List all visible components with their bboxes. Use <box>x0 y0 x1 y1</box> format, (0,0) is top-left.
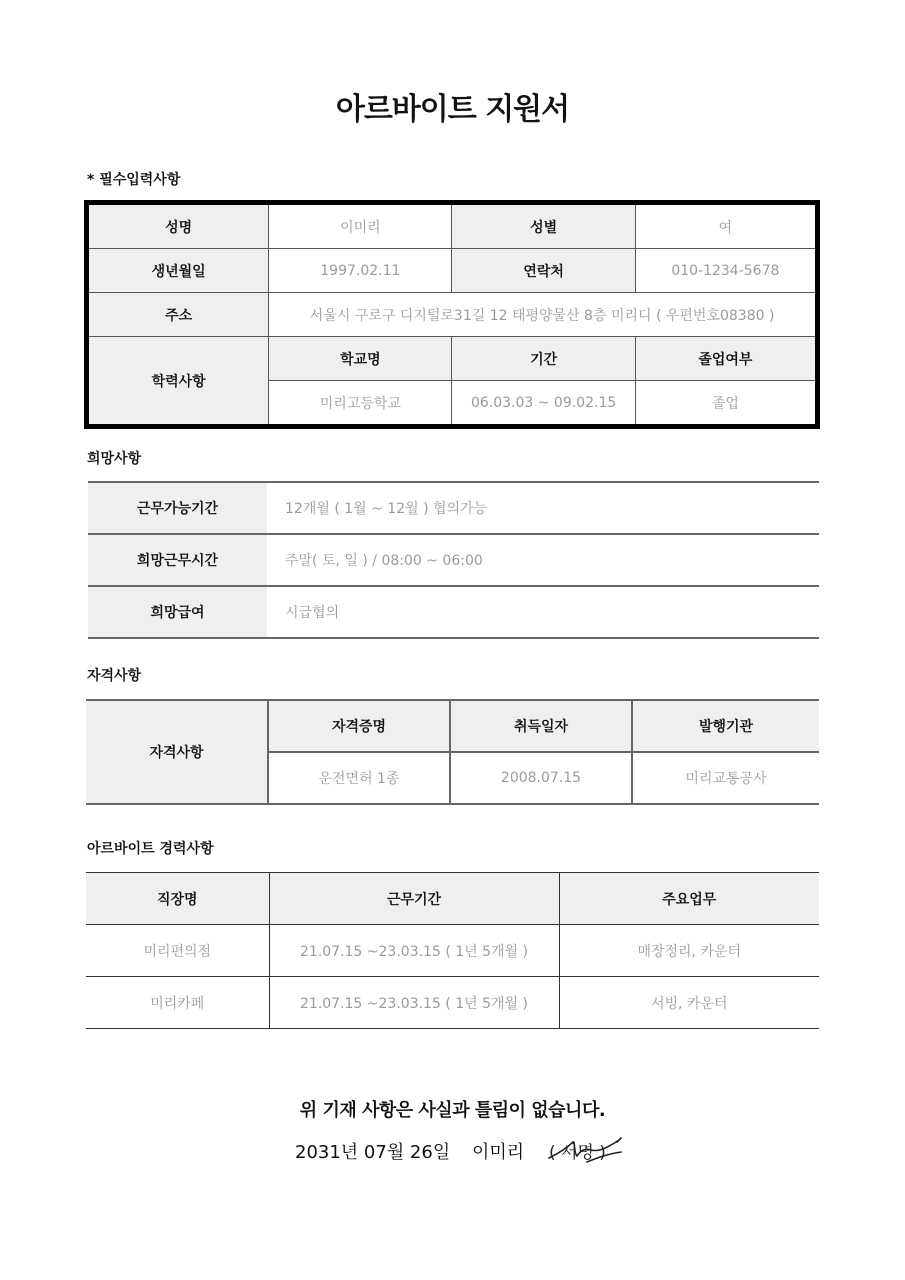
career-period-value: 21.07.15 ~23.03.15 ( 1년 5개월 ) <box>269 925 559 977</box>
name-label: 성명 <box>87 203 269 249</box>
qualification-issuer-value: 미리교통공사 <box>632 752 819 804</box>
work-hours-value: 주말( 토, 일 ) / 08:00 ~ 06:00 <box>267 534 819 586</box>
education-header-school: 학교명 <box>269 337 452 381</box>
qualification-section-label: 자격사항 <box>87 668 142 684</box>
address-label: 주소 <box>87 293 269 337</box>
qualification-header-date: 취득일자 <box>450 700 632 752</box>
sign-name: 이미리 <box>472 1142 525 1163</box>
table-row <box>86 925 819 977</box>
education-period-value: 06.03.03 ~ 09.02.15 <box>452 381 635 427</box>
signature-scribble-icon <box>547 1132 627 1172</box>
qualification-header-name: 자격증명 <box>268 700 450 752</box>
desired-pay-value: 시급협의 <box>267 586 819 638</box>
education-school-value: 미리고등학교 <box>269 381 452 427</box>
career-workplace-value: 미리편의점 <box>86 925 269 977</box>
name-value: 이미리 <box>269 203 452 249</box>
career-header-duties: 주요업무 <box>559 873 819 925</box>
work-period-label: 근무가능기간 <box>88 482 267 534</box>
qualification-header-issuer: 발행기관 <box>632 700 819 752</box>
table-row <box>88 534 819 586</box>
wish-section-label: 희망사항 <box>87 451 142 467</box>
career-header-workplace: 직장명 <box>86 873 269 925</box>
required-section-label: * 필수입력사항 <box>87 172 181 188</box>
address-value: 서울시 구로구 디지털로31길 12 태평양물산 8층 미리디 ( 우편번호08380 ) <box>269 293 818 337</box>
career-table <box>86 872 819 1029</box>
education-header-period: 기간 <box>452 337 635 381</box>
document-title: 아르바이트 지원서 <box>335 92 570 127</box>
birth-label: 생년월일 <box>87 249 269 293</box>
contact-label: 연락처 <box>452 249 635 293</box>
table-row <box>88 586 819 638</box>
career-header-period: 근무기간 <box>269 873 559 925</box>
work-period-value: 12개월 ( 1월 ~ 12월 ) 협의가능 <box>267 482 819 534</box>
gender-label: 성별 <box>452 203 635 249</box>
desired-pay-label: 희망급여 <box>88 586 267 638</box>
wish-table <box>88 481 819 639</box>
work-hours-label: 희망근무시간 <box>88 534 267 586</box>
career-period-value: 21.07.15 ~23.03.15 ( 1년 5개월 ) <box>269 977 559 1029</box>
education-label: 학력사항 <box>87 337 269 427</box>
sign-date: 2031년 07월 26일 <box>295 1142 451 1163</box>
table-row <box>88 482 819 534</box>
career-section-label: 아르바이트 경력사항 <box>87 841 214 857</box>
qualification-table <box>86 699 819 805</box>
qualification-name-value: 운전면허 1종 <box>268 752 450 804</box>
declaration-text: 위 기재 사항은 사실과 틀림이 없습니다. <box>299 1100 606 1121</box>
signature <box>547 1132 627 1172</box>
career-duties-value: 서빙, 카운터 <box>559 977 819 1029</box>
education-graduation-value: 졸업 <box>635 381 817 427</box>
gender-value: 여 <box>635 203 817 249</box>
qualification-row-label: 자격사항 <box>86 700 268 804</box>
required-info-table <box>84 200 820 429</box>
qualification-date-value: 2008.07.15 <box>450 752 632 804</box>
signature-seal-text: ( 서명 ) <box>549 1143 606 1163</box>
birth-value: 1997.02.11 <box>269 249 452 293</box>
table-row <box>86 977 819 1029</box>
career-duties-value: 매장정리, 카운터 <box>559 925 819 977</box>
contact-value: 010-1234-5678 <box>635 249 817 293</box>
education-header-graduation: 졸업여부 <box>635 337 817 381</box>
career-workplace-value: 미리카페 <box>86 977 269 1029</box>
